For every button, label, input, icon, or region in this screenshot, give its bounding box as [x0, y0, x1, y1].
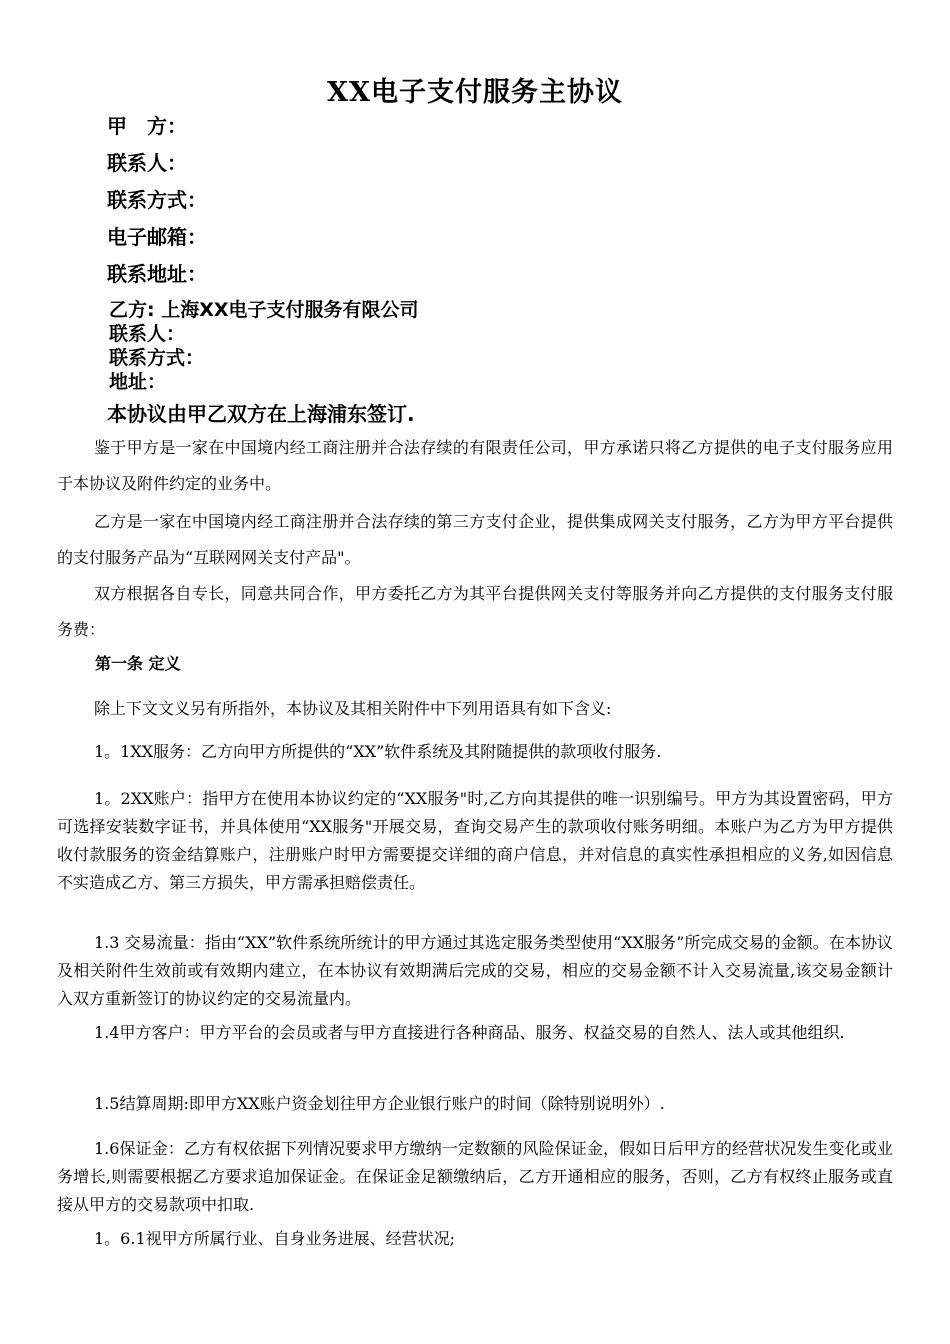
party-a-contact-label: 联系人：	[107, 151, 187, 175]
party-b-name-line: 乙方: 上海XX电子支付服务有限公司	[109, 299, 419, 321]
clause-1-1: 1。1XX服务：乙方向甲方所提供的“XX”软件系统及其附随提供的款项收付服务.	[94, 742, 662, 761]
preamble-paragraph-3: 双方根据各自专长，同意共同合作，甲方委托乙方为其平台提供网关支付等服务并向乙方提供的支付服务支付服务费：	[57, 584, 893, 639]
party-a-address-label: 联系地址：	[107, 262, 207, 286]
party-a-name-label: 甲 方：	[107, 114, 187, 138]
clause-1-5: 1.5结算周期:即甲方XX账户资金划往甲方企业银行账户的时间（除特别说明外）.	[94, 1094, 665, 1113]
clause-1-4: 1.4甲方客户：甲方平台的会员或者与甲方直接进行各种商品、服务、权益交易的自然人、法人或其他组织.	[94, 1023, 845, 1042]
clause-1-6-1: 1。6.1视甲方所属行业、自身业务进展、经营状况;	[94, 1229, 456, 1248]
clause-1-3: 1.3 交易流量：指由“XX”软件系统所统计的甲方通过其选定服务类型使用“XX服务”所完成交易的金额。在本协议及相关附件生效前或有效期内建立，在本协议有效期满后完成的交易，相应的交易金额不计入交易流量,该交易金额计入双方重新签订的协议约定的交易流量内。	[57, 933, 893, 1008]
party-a-block	[107, 112, 207, 297]
preamble-paragraph-1: 鉴于甲方是一家在中国境内经工商注册并合法存续的有限责任公司，甲方承诺只将乙方提供的电子支付服务应用于本协议及附件约定的业务中。	[57, 438, 893, 493]
party-b-phone-label: 联系方式：	[109, 347, 205, 369]
party-a-phone-label: 联系方式：	[107, 188, 207, 212]
party-b-block	[109, 298, 419, 394]
signing-location: 本协议由甲乙双方在上海浦东签订.	[107, 402, 415, 426]
party-a-email-label: 电子邮箱：	[107, 225, 207, 249]
party-b-address-label: 地址：	[109, 371, 167, 393]
article-1-intro: 除上下文文义另有所指外，本协议及其相关附件中下列用语具有如下含义:	[94, 699, 612, 718]
preamble-paragraph-2: 乙方是一家在中国境内经工商注册并合法存续的第三方支付企业，提供集成网关支付服务，乙方为甲方平台提供的支付服务产品为“互联网网关支付产品"。	[57, 512, 893, 567]
document-title: XX电子支付服务主协议	[327, 77, 623, 108]
party-b-contact-label: 联系人：	[109, 323, 186, 345]
clause-1-2: 1。2XX账户：指甲方在使用本协议约定的“XX服务"时,乙方向其提供的唯一识别编号。甲方为其设置密码，甲方可选择安装数字证书，并具体使用“XX服务"开展交易，查询交易产生的款项收付账务明细。本账户为乙方为甲方提供收付款服务的资金结算账户，注册账户时甲方需要提交详细的商户信息，并对信息的真实性承担相应的义务,如因信息不实造成乙方、第三方损失，甲方需承担赔偿责任。	[57, 789, 893, 892]
clause-1-6: 1.6保证金：乙方有权依据下列情况要求甲方缴纳一定数额的风险保证金，假如日后甲方的经营状况发生变化或业务增长,则需要根据乙方要求追加保证金。在保证金足额缴纳后，乙方开通相应的服务，否则，乙方有权终止服务或直接从甲方的交易款项中扣取.	[57, 1139, 893, 1214]
article-1-heading: 第一条 定义	[95, 654, 181, 673]
